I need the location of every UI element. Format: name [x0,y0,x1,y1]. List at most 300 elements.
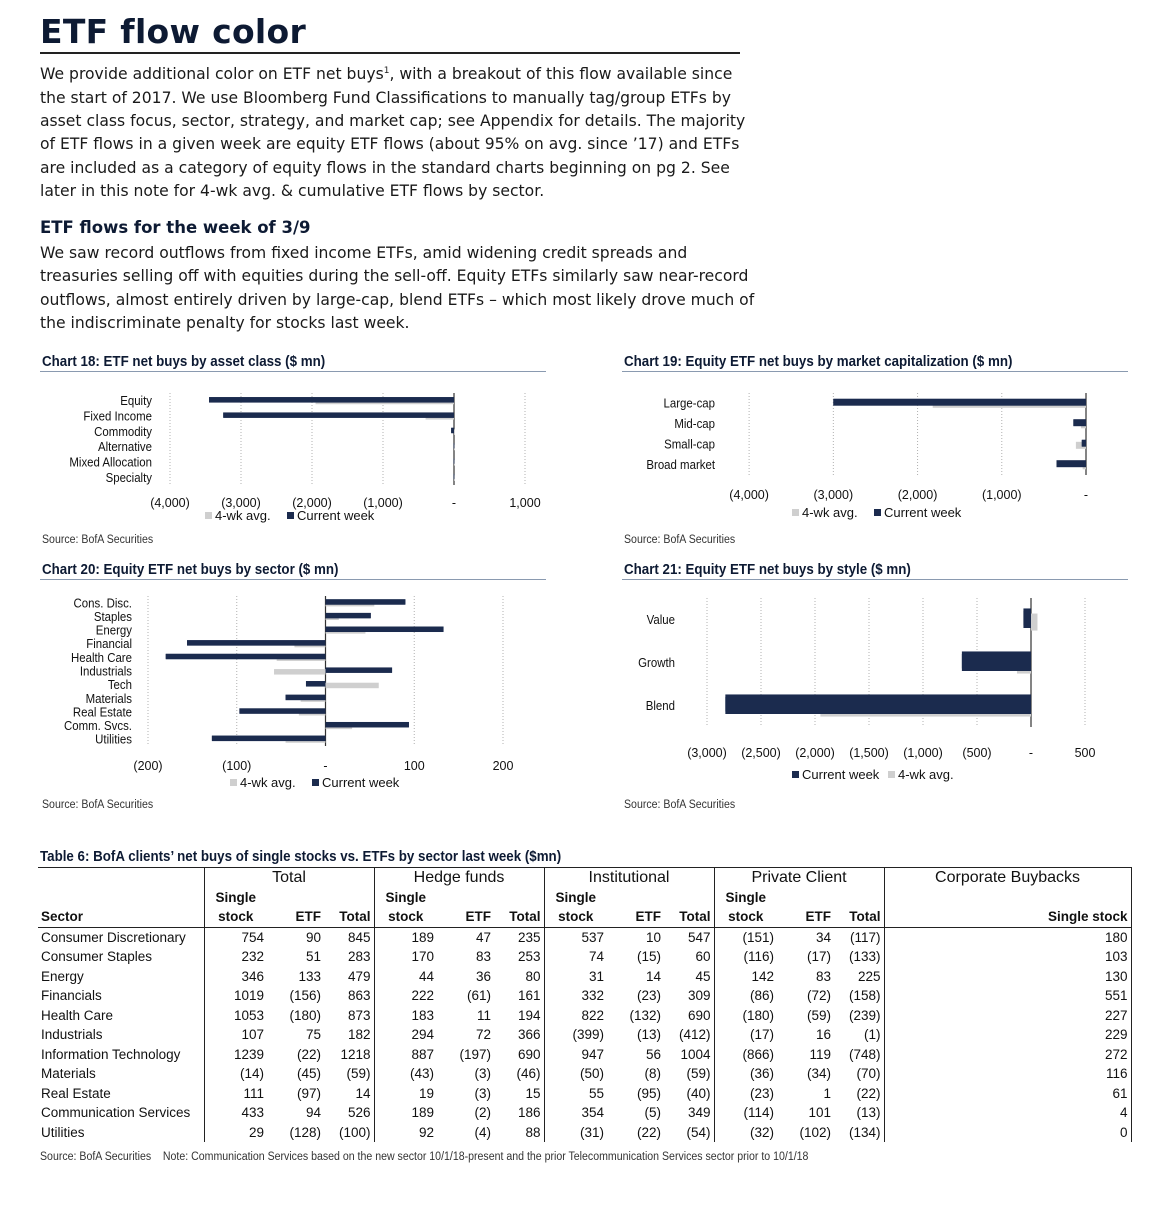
tick-label: 1,000 [509,496,541,510]
category-label: Broad market [646,457,715,473]
table-cell: (17) [750,1027,775,1043]
table-cell: 232 [241,949,264,965]
bar-current [306,681,326,686]
table-cell: (132) [629,1007,662,1023]
chart21-title: Chart 21: Equity ETF net buys by style ($ mn) [624,562,911,578]
table-cell: 130 [884,967,1131,987]
legend-swatch [792,771,799,778]
table-cell: 29 [248,1124,264,1140]
tick-label: (1,000) [363,496,403,510]
table-cell: 83 [815,968,832,984]
column-header: ETF [607,907,664,927]
table-cell: 194 [494,1006,544,1026]
chart20-source: Source: BofA Securities [42,799,154,811]
bar-current [166,654,326,659]
category-label: Specialty [105,470,152,486]
table-cell: (31) [580,1124,605,1140]
page-title: ETF flow color [40,12,307,51]
table-cell: (3) [474,1085,492,1101]
legend-label: 4-wk avg. [898,767,954,782]
table-row [38,1064,1131,1084]
table-cell: 1218 [324,1045,374,1065]
bar-current [212,736,326,741]
table-cell: 0 [884,1123,1131,1143]
chart18-source: Source: BofA Securities [42,534,154,546]
legend-swatch [874,509,881,516]
table-cell: (95) [637,1085,662,1101]
table-note: Note: Communication Services based on the new sector 10/1/18-present and the prior Telecommunication Services sector prior to 10/1/18 [162,1151,809,1163]
table-row [38,986,1131,1006]
tick-label: (1,000) [981,488,1022,502]
table-cell: (13) [637,1027,662,1043]
table-cell: (151) [742,929,775,945]
table-cell: 947 [581,1046,605,1062]
table-cell: (128) [289,1124,321,1140]
table-cell: 101 [808,1105,832,1121]
bar-current [326,599,406,604]
header-sector: Sector [38,907,204,927]
table-cell: 189 [411,1105,435,1121]
table-cell: (2) [474,1105,492,1121]
table-cell: 11 [477,1007,492,1023]
table-cell: (86) [750,988,775,1004]
table-cell: (32) [750,1124,775,1140]
table-cell: 142 [751,968,775,984]
category-label: Energy [95,622,132,638]
table-cell: (15) [637,949,662,965]
table-cell: 10 [645,929,662,945]
group-total: Total [204,868,374,888]
table-cell: (748) [834,1045,884,1065]
table-cell: 537 [581,929,605,945]
table-cell: 1053 [233,1007,264,1023]
table-cell: 92 [418,1124,435,1140]
sector-name: Financials [38,986,204,1006]
table-row [38,947,1131,967]
table-cell: 227 [884,1006,1131,1026]
group-private-client: Private Client [714,868,884,888]
table-cell: 111 [243,1085,264,1101]
chart21 [622,590,1142,795]
category-label: Commodity [94,424,152,440]
single-label: Single [725,889,767,905]
table-group-row [38,868,1131,888]
table-cell: 526 [324,1103,374,1123]
category-label: Mid-cap [674,416,715,432]
legend-label: 4-wk avg. [215,508,271,523]
table-row [38,1025,1131,1045]
table-row [38,927,1131,947]
table-cell: (54) [664,1123,714,1143]
table-cell: 1004 [664,1045,714,1065]
legend-label: Current week [884,505,962,520]
table-cell: 690 [664,1006,714,1026]
legend-label: 4-wk avg. [240,775,296,790]
category-label: Industrials [79,663,132,679]
legend-swatch [230,779,237,786]
table-cell: 72 [475,1027,492,1043]
bar-current [1023,611,1031,628]
bar-current [725,697,1031,714]
chart21-source: Source: BofA Securities [624,799,736,811]
category-label: Small-cap [664,437,715,452]
chart18-title: Chart 18: ETF net buys by asset class ($ mn) [42,354,326,370]
tick-label: 200 [492,759,514,773]
table-cell: (399) [572,1027,605,1043]
sector-name: Industrials [38,1025,204,1045]
sector-name: Materials [38,1064,204,1084]
table-cell: (59) [664,1064,714,1084]
table-cell: (34) [807,1066,832,1082]
table-cell: 1239 [233,1046,264,1062]
table-cell: 61 [884,1084,1131,1104]
sector-name: Communication Services [38,1103,204,1123]
column-header: ETF [437,907,494,927]
tick-label: - [1083,488,1089,502]
table-cell: 116 [884,1064,1131,1084]
tick-label: (200) [133,759,163,773]
legend-swatch [792,509,799,516]
category-label: Tech [107,677,132,693]
table-cell: (50) [580,1066,605,1082]
bar-avg [454,429,455,435]
bar-current [962,654,1031,671]
table-cell: 354 [581,1105,605,1121]
tick-label: (3,000) [221,496,261,510]
table-row [38,967,1131,987]
table-cell: 94 [305,1105,321,1121]
column-header: Total [324,907,374,927]
chart19-rule [622,371,1128,372]
table-cell: 34 [815,929,832,945]
bar-current [326,627,444,632]
sector-name: Energy [38,967,204,987]
table-cell: 189 [411,929,435,945]
category-label: Financial [86,636,132,652]
table-cell: (43) [410,1066,435,1082]
table-footnote [40,1151,808,1163]
tick-label: 100 [403,759,425,773]
table-cell: 346 [241,968,264,984]
column-header: Total [834,907,884,927]
table-cell: (45) [296,1066,321,1082]
tick-label: (3,000) [813,488,854,502]
table-cell: 14 [324,1084,374,1104]
section-heading: ETF flows for the week of 3/9 [40,218,311,237]
chart21-rule [622,579,1128,580]
legend-label: Current week [802,767,880,782]
table-cell: (13) [834,1103,884,1123]
column-header: ETF [267,907,324,927]
table-cell: 845 [324,927,374,947]
table-cell: 103 [884,947,1131,967]
tick-label: (2,500) [741,746,781,760]
sector-name: Information Technology [38,1045,204,1065]
tick-label: (1,500) [849,746,889,760]
table-cell: (97) [296,1085,321,1101]
table-cell: 183 [411,1007,435,1023]
footnote-marker: 1 [383,66,390,76]
table-cell: 754 [241,929,264,945]
chart19 [622,385,1142,530]
table-row [38,1084,1131,1104]
tick-label: (2,000) [292,496,332,510]
table-cell: 15 [494,1084,544,1104]
table-cell: (102) [799,1124,832,1140]
tick-label: (1,000) [903,746,943,760]
table-cell: 180 [884,927,1131,947]
table-cell: (23) [750,1085,775,1101]
column-header: stock [714,907,777,927]
table-row [38,1045,1131,1065]
table-cell: 119 [809,1046,832,1062]
tick-label: (500) [962,746,992,760]
group-hedge-funds: Hedge funds [374,868,544,888]
group-corporate-buybacks: Corporate Buybacks [884,868,1131,888]
tick-label: (4,000) [729,488,769,502]
tick-label: (3,000) [687,746,727,760]
bar-current [1057,461,1086,467]
sector-name: Consumer Discretionary [38,927,204,947]
table-cell: 51 [305,949,321,965]
table-cell: (72) [807,988,832,1004]
table-cell: 74 [588,949,605,965]
column-header: Total [664,907,714,927]
category-label: Health Care [70,650,132,666]
sector-name: Utilities [38,1123,204,1143]
chart18-rule [40,371,546,372]
table-cell: (22) [637,1124,662,1140]
table-cell: 332 [581,988,605,1004]
bar-avg [1031,614,1037,631]
table-cell: 366 [494,1025,544,1045]
legend-swatch [312,779,319,786]
column-header: Total [494,907,544,927]
category-label: Equity [120,393,152,409]
table-title: Table 6: BofA clients’ net buys of single stocks vs. ETFs by sector last week ($mn) [40,849,562,865]
table-cell: 479 [324,967,374,987]
table-cell: (117) [834,927,884,947]
table-cell: 75 [305,1027,321,1043]
bar-current [1082,440,1086,446]
table-cell: (412) [664,1025,714,1045]
sector-name: Real Estate [38,1084,204,1104]
table-cell: (239) [834,1006,884,1026]
table-cell: (5) [644,1105,662,1121]
legend-label: Current week [297,508,375,523]
legend-swatch [287,512,294,519]
table-single-row [38,888,1131,908]
column-header: stock [204,907,267,927]
bar-current [209,397,454,402]
table-cell: (23) [637,988,662,1004]
table-cell: 253 [494,947,544,967]
column-header: stock [544,907,607,927]
column-header: Single stock [884,907,1131,927]
table-cell: 161 [494,986,544,1006]
table-cell: (158) [834,986,884,1006]
bar-avg [326,683,379,689]
table-cell: (197) [459,1046,492,1062]
table-cell: 887 [411,1046,435,1062]
table-cell: (180) [742,1007,775,1023]
table-cell: 225 [834,967,884,987]
chart20-title: Chart 20: Equity ETF net buys by sector ($ mn) [42,562,339,578]
tick-label: 500 [1074,746,1096,760]
legend-label: 4-wk avg. [802,505,858,520]
sector-flows-table [38,867,1132,1142]
table-cell: 107 [241,1027,264,1043]
table-cell: 822 [581,1007,605,1023]
category-label: Fixed Income [83,408,152,424]
table-cell: (114) [743,1105,775,1121]
table-cell: (3) [474,1066,492,1082]
table-cell: 433 [241,1105,264,1121]
table-cell: 170 [411,949,435,965]
tick-label: (2,000) [795,746,835,760]
table-cell: 349 [664,1103,714,1123]
single-label: Single [385,889,427,905]
table-cell: 45 [664,967,714,987]
category-label: Value [646,612,675,628]
table-cell: 56 [645,1046,662,1062]
table-cell: 88 [494,1123,544,1143]
bar-current [454,459,455,464]
table-cell: (59) [807,1007,832,1023]
intro-paragraph: We provide additional color on ETF net buys$^1$, with a breakout of this flow available since the start of 2017. We use Bloomberg Fund Classifications to manually tag/group ETFs by asset class focus, sector, strategy, and market cap; see Appendix for details. The majority of ETF flows in a given week are equity ETF flows (about 95% on avg. since ’17) and ETFs are included as a category of equity flows in the standard charts beginning on pg 2. See later in this note for 4-wk avg. & cumulative ETF flows by sector. [40,65,746,201]
table-cell: (22) [834,1084,884,1104]
table-cell: 4 [884,1103,1131,1123]
table-row [38,1006,1131,1026]
table-cell: (61) [467,988,492,1004]
table-cell: (116) [743,949,775,965]
table-cell: 235 [494,927,544,947]
bar-current [326,613,371,618]
table-cell: 229 [884,1025,1131,1045]
table-cell: 547 [664,927,714,947]
table-cell: 90 [305,929,321,945]
bar-current [187,640,325,645]
table-header-row [38,907,1131,927]
column-header: ETF [777,907,834,927]
table-cell: 60 [664,947,714,967]
table-source: Source: BofA Securities [40,1151,152,1163]
section-paragraph: We saw record outflows from fixed income ETFs, amid widening credit spreads and treasuries selling off with equities during the sell-off. Equity ETFs similarly saw near-record outflows, almost entirely driven by large-cap, blend ETFs – which most likely drove much of the indiscriminate penalty for stocks last week. [40,244,755,333]
tick-label: - [1028,746,1034,760]
table-cell: (46) [494,1064,544,1084]
bar-avg [274,669,325,675]
group-institutional: Institutional [544,868,714,888]
table-cell: (100) [324,1123,374,1143]
table-cell: (17) [807,949,832,965]
table-cell: 36 [475,968,492,984]
category-label: Large-cap [663,396,715,411]
single-label: Single [555,889,597,905]
bar-current [286,695,326,700]
table-cell: (866) [742,1046,775,1062]
title-rule [40,52,740,54]
table-cell: (22) [296,1046,321,1062]
table-row [38,1103,1131,1123]
table-cell: 222 [411,988,435,1004]
table-cell: 873 [324,1006,374,1026]
bar-current [326,722,409,727]
table-cell: 182 [324,1025,374,1045]
chart18 [40,385,560,530]
legend-swatch [888,771,895,778]
category-label: Mixed Allocation [69,454,152,470]
table-cell: 19 [418,1085,435,1101]
category-label: Alternative [97,439,152,455]
category-label: Materials [85,691,132,706]
tick-label: (4,000) [150,496,190,510]
table-cell: 551 [884,986,1131,1006]
table-cell: (134) [834,1123,884,1143]
table-cell: 186 [494,1103,544,1123]
category-label: Staples [93,609,132,625]
sector-name: Consumer Staples [38,947,204,967]
table-cell: (1) [834,1025,884,1045]
table-cell: 83 [475,949,492,965]
table-cell: 1 [823,1085,832,1101]
table-cell: (8) [644,1066,662,1082]
table-cell: (4) [474,1124,492,1140]
table-cell: 55 [588,1085,605,1101]
table-cell: 31 [588,968,605,984]
column-header: stock [374,907,437,927]
tick-label: (100) [222,759,252,773]
table-cell: 283 [324,947,374,967]
table-cell: 16 [815,1027,832,1043]
table-cell: 133 [298,968,321,984]
table-cell: 1019 [233,988,264,1004]
single-label: Single [215,889,256,905]
category-label: Real Estate [72,704,132,720]
table-cell: 294 [411,1027,435,1043]
table-cell: 863 [324,986,374,1006]
table-row [38,1123,1131,1143]
bar-current [239,708,325,713]
bar-current [454,443,455,448]
table-cell: (180) [289,1007,321,1023]
table-cell: (70) [834,1064,884,1084]
category-label: Utilities [95,732,132,747]
chart19-title: Chart 19: Equity ETF net buys by market capitalization ($ mn) [624,354,1013,370]
table-cell: 309 [664,986,714,1006]
legend-swatch [205,512,212,519]
table-cell: (156) [289,988,321,1004]
chart20 [40,590,560,795]
bar-current [1073,420,1086,426]
table-cell: (59) [324,1064,374,1084]
table-cell: 690 [494,1045,544,1065]
tick-label: (2,000) [897,488,938,502]
chart20-rule [40,579,546,580]
category-label: Cons. Disc. [73,595,132,611]
category-label: Comm. Svcs. [64,718,132,734]
legend-label: Current week [322,775,400,790]
table-cell: 47 [475,929,492,945]
table-cell: 14 [645,968,662,984]
table-cell: (36) [750,1066,775,1082]
table-cell: (133) [834,947,884,967]
table-cell: 80 [494,967,544,987]
bar-current [223,413,454,418]
table-cell: 272 [884,1045,1131,1065]
bar-current [326,668,393,673]
bar-current [454,474,455,479]
table-cell: (40) [664,1084,714,1104]
